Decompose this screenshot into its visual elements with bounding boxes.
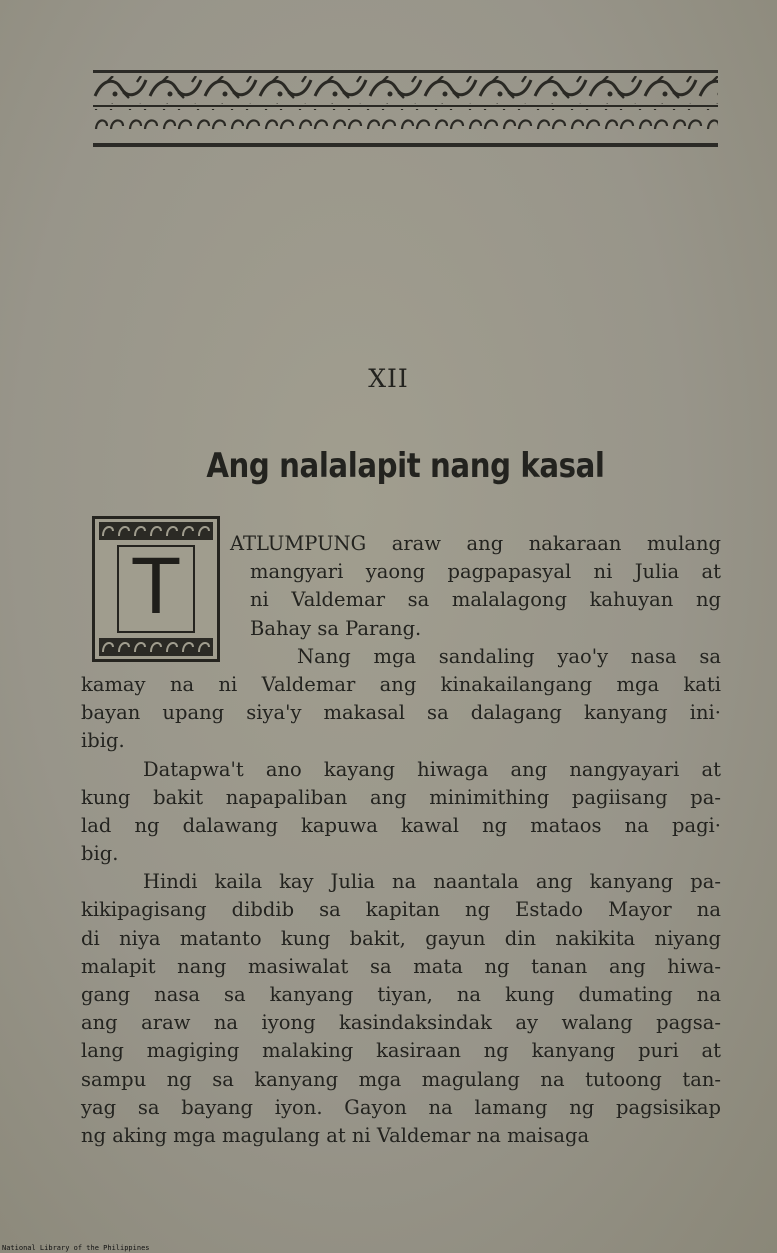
text-line xyxy=(250,615,721,643)
text-line-content: ng aking mga magulang at ni Valdemar na maisaga xyxy=(81,1123,590,1147)
text-line xyxy=(230,530,721,558)
text-line xyxy=(143,868,721,896)
chapter-title: Ang nalalapit nang kasal xyxy=(206,446,605,486)
text-line xyxy=(81,1037,721,1065)
text-line xyxy=(81,671,721,699)
text-line-content: Nang mga sandaling yao'y nasa sa xyxy=(297,644,721,668)
text-line xyxy=(81,1066,721,1094)
text-line xyxy=(250,558,721,586)
header-ornament xyxy=(93,74,718,140)
text-line-content: kung bakit napapaliban ang minimithing pagiisang pa- xyxy=(81,785,721,809)
text-line-content: lad ng dalawang kapuwa kawal ng mataos na pagi· xyxy=(81,813,721,837)
text-line xyxy=(81,896,721,924)
text-line-content: ATLUMPUNG araw ang nakaraan mulang xyxy=(230,532,721,555)
text-line xyxy=(81,840,721,868)
text-line-content: mangyari yaong pagpapasyal ni Julia at xyxy=(250,560,721,584)
text-line-content: ibig. xyxy=(81,729,125,753)
chapter-number: XII xyxy=(368,364,409,393)
text-line xyxy=(81,1009,721,1037)
drop-cap-letter: T xyxy=(132,542,180,631)
text-line-content: sampu ng sa kanyang mga magulang na tutoong tan- xyxy=(81,1067,721,1091)
scan-credit: National Library of the Philippines xyxy=(2,1244,150,1252)
text-line-content: kamay na ni Valdemar ang kinakailangang mga kati xyxy=(81,672,721,696)
text-line-content: gang nasa sa kanyang tiyan, na kung dumating na xyxy=(81,983,721,1006)
text-line xyxy=(81,784,721,812)
text-line xyxy=(81,699,721,727)
text-line-content: ang araw na iyong kasindaksindak ay walang pagsa- xyxy=(81,1011,721,1035)
text-line-content: big. xyxy=(81,842,119,866)
text-line-content: malapit nang masiwalat sa mata ng tanan ang hiwa- xyxy=(81,954,721,978)
text-line-content: lang magiging malaking kasiraan ng kanyang puri at xyxy=(81,1039,721,1063)
text-line-content: Hindi kaila kay Julia na naantala ang kanyang pa- xyxy=(143,870,721,894)
text-line xyxy=(143,756,721,784)
text-line-content: Datapwa't ano kayang hiwaga ang nangyayari at xyxy=(143,757,721,781)
text-line-content: kikipagisang dibdib sa kapitan ng Estado Mayor na xyxy=(81,898,721,922)
header-top-rule xyxy=(93,70,718,73)
body-text xyxy=(81,530,721,1150)
text-line-content: Bahay sa Parang. xyxy=(250,616,422,640)
header-bottom-rule xyxy=(93,143,718,147)
text-line xyxy=(297,643,721,671)
text-line xyxy=(81,812,721,840)
text-line-content: di niya matanto kung bakit, gayun din nakikita niyang xyxy=(81,926,721,950)
text-line xyxy=(81,981,721,1009)
text-line xyxy=(81,1122,721,1150)
text-line xyxy=(81,925,721,953)
text-line xyxy=(81,1094,721,1122)
text-line-content: bayan upang siya'y makasal sa dalagang kanyang ini· xyxy=(81,701,721,725)
text-line xyxy=(250,586,721,614)
text-line-content: yag sa bayang iyon. Gayon na lamang ng pagsisikap xyxy=(81,1095,721,1119)
text-line-content: ni Valdemar sa malalagong kahuyan ng xyxy=(250,588,721,612)
text-line xyxy=(81,727,721,755)
text-line xyxy=(81,953,721,981)
